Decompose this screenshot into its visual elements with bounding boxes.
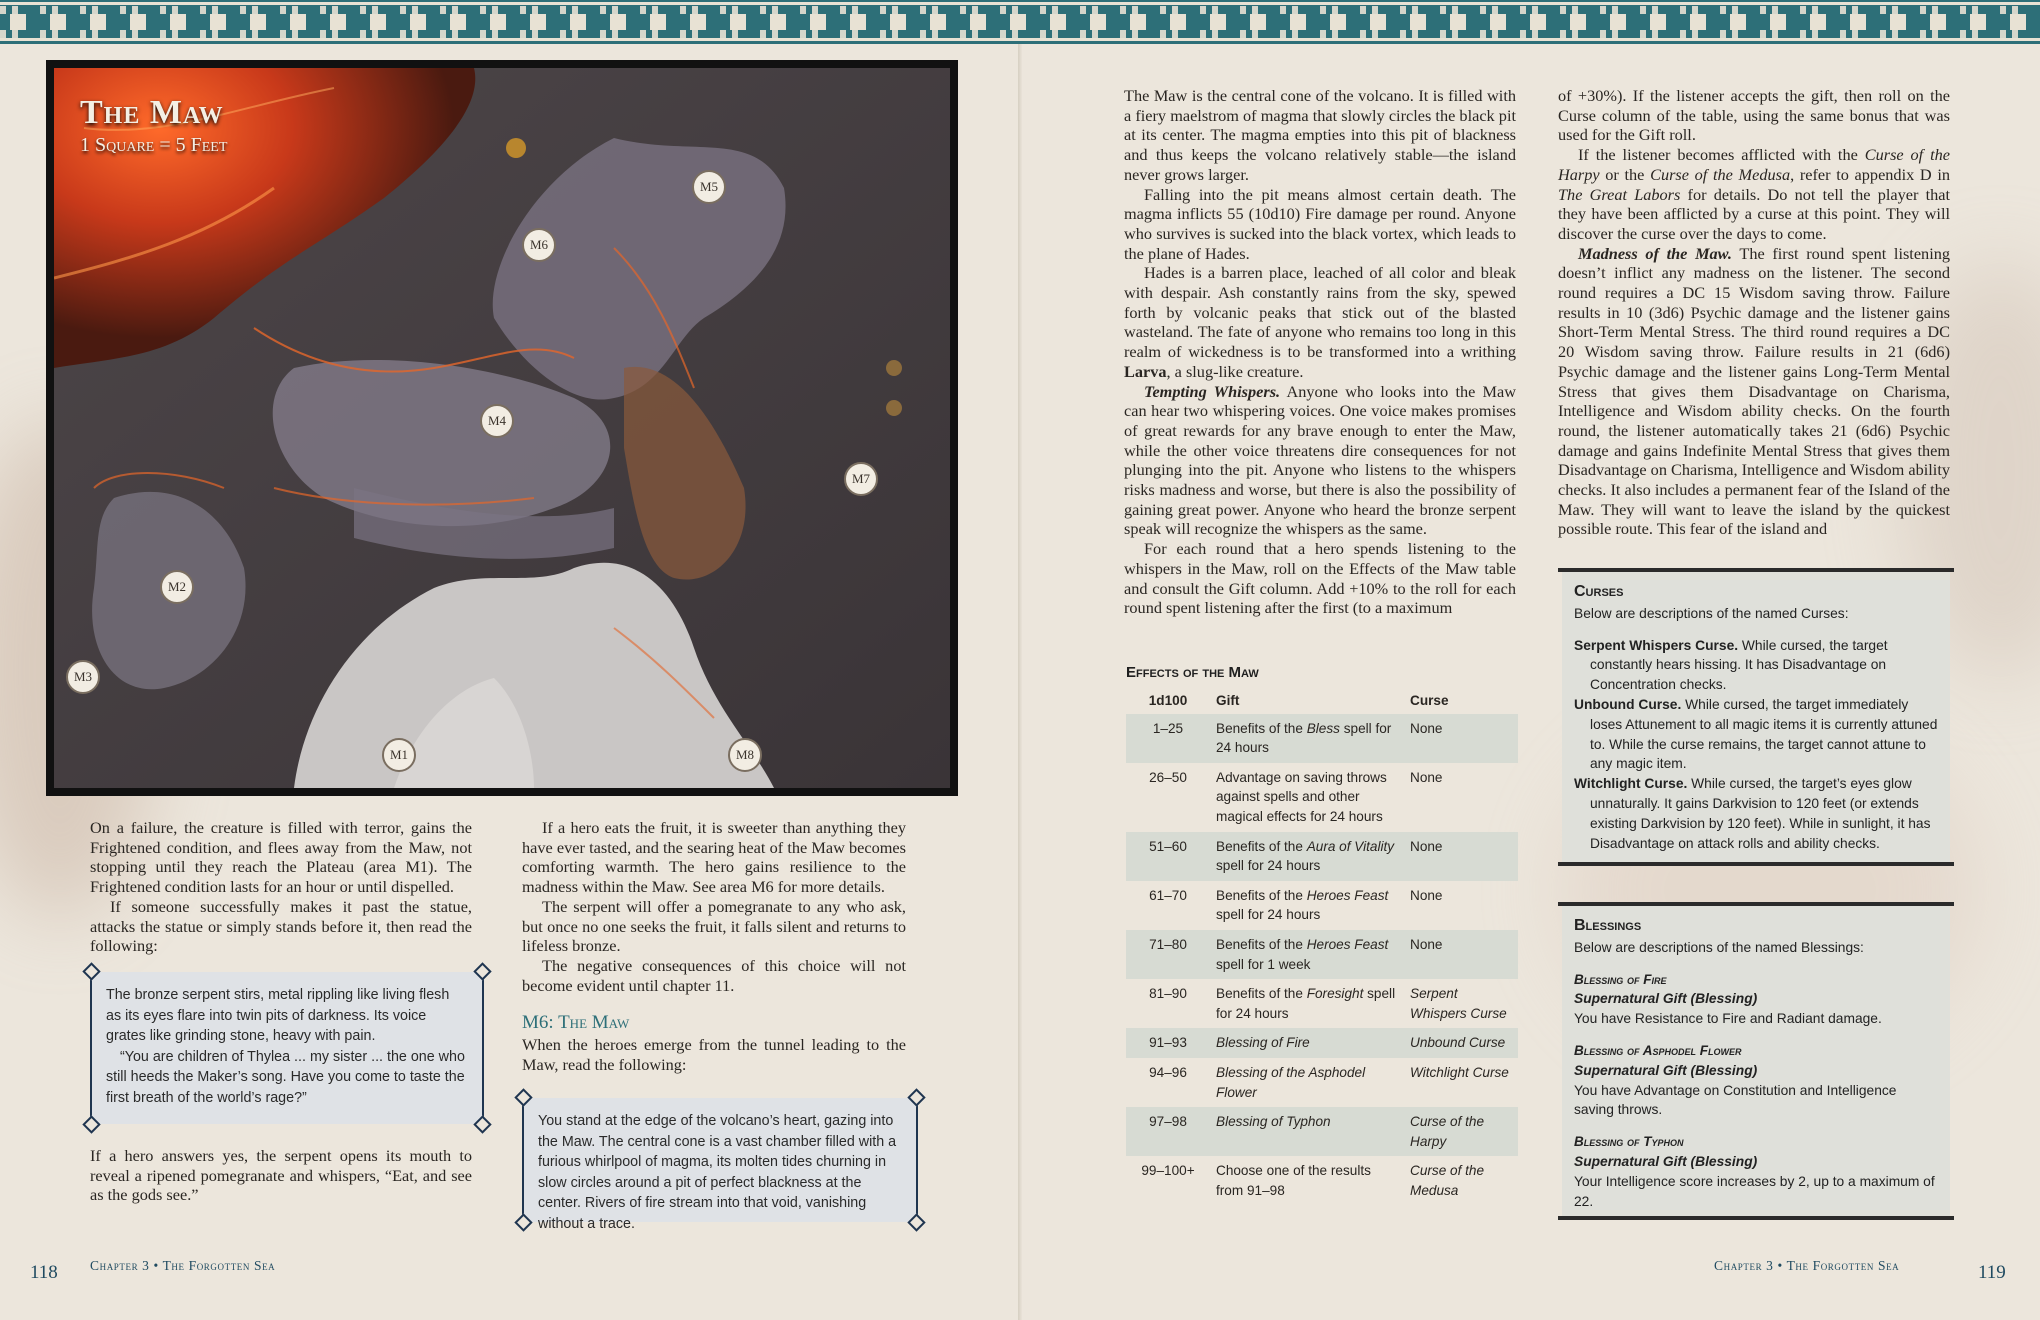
curse-cell [1404, 1058, 1518, 1107]
text-run: for details. Do not tell the player that they have been afflicted by a curse at this point. They will discover the curse over the days to come. [1558, 184, 1950, 243]
roll-cell [1126, 979, 1210, 1028]
cell-text: 26–50 [1149, 769, 1187, 785]
cell-text: 71–80 [1149, 936, 1187, 952]
cell-text: Blessing of Fire [1216, 1035, 1310, 1051]
map-marker-m7: M7 [844, 462, 878, 496]
cell-text: None [1410, 769, 1443, 785]
cell-text: spell for 24 hours [1216, 858, 1321, 874]
blessings-sidebar [1562, 906, 1950, 1216]
cell-text: 99–100+ [1141, 1163, 1195, 1179]
curse-text: While cursed, the target immediately loses Attunement to all magic items it is currently attuned to. While the curse remains, the target cannot attune to any magic item. [1590, 696, 1938, 772]
cell-text: Benefits of the [1216, 986, 1307, 1002]
map-marker-m3: M3 [66, 660, 100, 694]
table-row [1126, 763, 1518, 832]
map-marker-m4: M4 [480, 404, 514, 438]
read-aloud-serpent [90, 972, 484, 1124]
cell-text: 1–25 [1152, 720, 1184, 736]
gift-cell [1210, 1028, 1404, 1058]
table-row [1126, 881, 1518, 930]
gift-cell [1210, 979, 1404, 1028]
table-row [1126, 979, 1518, 1028]
gift-cell [1210, 1156, 1404, 1205]
running-footer-left: Chapter 3 • The Forgotten Sea [90, 1258, 276, 1273]
curse-cell [1404, 1156, 1518, 1205]
map-marker-m8: M8 [728, 738, 762, 772]
table-row [1126, 1107, 1518, 1156]
curse-cell [1404, 1028, 1518, 1058]
section-heading-m6: M6: The Maw [522, 1012, 630, 1034]
gift-cell [1210, 930, 1404, 979]
paragraph: The serpent will offer a pomegranate to any who ask, but once no one seeks the fruit, it falls silent and returns to lifeless bronze. [522, 896, 906, 956]
cell-text: Curse of the Harpy [1410, 1114, 1485, 1149]
curses-sidebar [1562, 572, 1950, 862]
table-row [1126, 1058, 1518, 1107]
text-run: or the [1599, 164, 1651, 184]
paragraph: For each round that a hero spends listening to the whispers in the Maw, roll on the Effects of the Maw table and consult the Gift column. Add +10% to the roll for each round spent listening after the first (to a maximum [1124, 539, 1516, 618]
table-header-row [1126, 688, 1518, 714]
cell-text: 51–60 [1149, 838, 1187, 854]
left-column-a-after [90, 1146, 472, 1205]
map-marker-m2: M2 [160, 570, 194, 604]
map-marker-m1: M1 [382, 738, 416, 772]
curse-text: While cursed, the target constantly hears hissing. It has Disadvantage on Concentration checks. [1590, 637, 1888, 693]
roll-cell [1126, 1028, 1210, 1058]
effects-table [1126, 688, 1518, 1205]
text-run: , refer to appendix D in [1790, 164, 1950, 184]
map-marker-m6: M6 [522, 228, 556, 262]
paragraph: On a failure, the creature is filled with terror, gains the Frightened condition, and flees away from the Maw, not stopping until they reach the Plateau (area M1). The Frightened condition lasts for an hour or until dispelled. [90, 818, 472, 897]
map-scale: 1 Square = 5 Feet [80, 134, 228, 156]
text-run: Curse of the Medusa [1650, 164, 1791, 184]
gift-cell [1210, 881, 1404, 930]
cell-text: Unbound Curse [1410, 1035, 1506, 1051]
cell-text: Choose one of the results from 91–98 [1216, 1163, 1371, 1198]
table-row [1126, 1028, 1518, 1058]
right-column-a [1124, 86, 1516, 618]
curse-cell [1404, 763, 1518, 832]
paragraph [1558, 145, 1950, 244]
text-run: Curse of the Harpy [1558, 145, 1950, 184]
blessing-type: Supernatural Gift (Blessing) [1574, 1153, 1758, 1169]
lead-in: Tempting Whispers. [1144, 381, 1281, 401]
paragraph: When the heroes emerge from the tunnel leading to the Maw, read the following: [522, 1035, 906, 1074]
page-number-right: 119 [1978, 1262, 2006, 1283]
sidebar-title: Curses [1574, 583, 1624, 600]
sidebar-intro: Below are descriptions of the named Blessings: [1574, 939, 1864, 955]
cell-text: Serpent Whispers Curse [1410, 986, 1507, 1021]
curse-name: Serpent Whispers Curse. [1574, 637, 1739, 653]
map-marker-m5: M5 [692, 170, 726, 204]
text-run: Anyone who looks into the Maw can hear two whispering voices. One voice makes promises of great rewards for any brave enough to enter the Maw, while the other voice threatens dire consequences for not plunging into the pit. Anyone who listens to the whispers risks madness and worse, but there is also the possibility of gaining great power. Anyone who heard the bronze serpent speak will recognize the whispers as the same. [1124, 381, 1517, 539]
cell-text: spell for 24 hours [1216, 986, 1396, 1021]
gift-cell [1210, 763, 1404, 832]
table-row [1126, 1156, 1518, 1205]
paragraph: Falling into the pit means almost certain death. The magma inflicts 55 (10d10) Fire damage per round. Anyone who survives is sucked into the black vortex, which leads to the plane of Hades. [1124, 184, 1516, 263]
blessing-name: Blessing of Fire [1574, 971, 1667, 987]
column-header: 1d100 [1148, 693, 1188, 708]
book-spine [1018, 44, 1022, 1320]
cell-text: 81–90 [1149, 986, 1187, 1002]
column-header: Gift [1216, 693, 1240, 708]
text-run: The Great Labors [1558, 184, 1681, 204]
greek-key-border [0, 0, 2040, 44]
gift-cell [1210, 1107, 1404, 1156]
curse-cell [1404, 979, 1518, 1028]
map-title: The Maw [80, 94, 224, 131]
cell-text: Benefits of the [1216, 936, 1307, 952]
curse-name: Unbound Curse. [1574, 696, 1682, 712]
text-run: Hades is a barren place, leached of all color and bleak with despair. Ash constantly rains from the sky, spewed forth by volcanic peaks that stick out of the blasted wasteland. The fate of anyone who remains too long in this realm of wickedness is to be transformed into a writhing [1124, 263, 1516, 362]
table-row [1126, 832, 1518, 881]
creature-link-larva: Larva [1124, 361, 1167, 381]
blessing-type: Supernatural Gift (Blessing) [1574, 1062, 1758, 1078]
cell-text: Heroes Feast [1306, 887, 1389, 903]
paragraph: The negative consequences of this choice will not become evident until chapter 11. [522, 955, 906, 995]
cell-text: Blessing of the Asphodel Flower [1216, 1064, 1366, 1100]
cell-text: 97–98 [1149, 1114, 1187, 1130]
cell-text: spell for 24 hours [1216, 720, 1392, 756]
cell-text: Advantage on saving throws against spells and other magical effects for 24 hours [1216, 769, 1387, 824]
cell-text: Curse of the Medusa [1410, 1163, 1485, 1198]
blessing-text: Your Intelligence score increases by 2, up to a maximum of 22. [1574, 1173, 1935, 1209]
gift-cell [1210, 832, 1404, 881]
blessing-name: Blessing of Asphodel Flower [1574, 1042, 1742, 1058]
running-footer-right: Chapter 3 • The Forgotten Sea [1714, 1258, 1900, 1273]
text-run: If the listener becomes afflicted with the [1578, 145, 1865, 165]
roll-cell [1126, 1107, 1210, 1156]
paragraph: of +30%). If the listener accepts the gift, then roll on the Curse column of the table, using the same bonus that was used for the Gift roll. [1558, 86, 1950, 145]
cell-text: None [1410, 720, 1443, 736]
left-column-b [522, 818, 906, 1074]
cell-text: 94–96 [1149, 1064, 1187, 1080]
curse-cell [1404, 714, 1518, 763]
table-row [1126, 930, 1518, 979]
cell-text: Witchlight Curse [1410, 1064, 1509, 1080]
paragraph: If a hero eats the fruit, it is sweeter than anything they have ever tasted, and the searing heat of the Maw becomes comforting warmth. The hero gains resilience to the madness within the Maw. See area M6 for more details. [522, 818, 906, 897]
cell-text: None [1410, 838, 1443, 854]
cell-text: Heroes Feast [1306, 936, 1389, 952]
read-aloud-maw [522, 1098, 918, 1232]
cell-text: 91–93 [1149, 1035, 1187, 1051]
cell-text: Bless [1306, 720, 1340, 736]
cell-text: spell for 24 hours [1216, 907, 1321, 923]
paragraph [1558, 244, 1950, 540]
curse-entry [1574, 774, 1938, 853]
curse-text: While cursed, the target’s eyes glow unnaturally. It gains Darkvision to 120 feet (or extends existing Darkvision by 120 feet). While in sunlight, it has Disadvantage on attack rolls and ability checks. [1590, 776, 1931, 851]
blessing-type: Supernatural Gift (Blessing) [1574, 991, 1758, 1007]
read-aloud-text: The bronze serpent stirs, metal rippling like living flesh as its eyes flare into twin pits of darkness. Its voice grates like grinding stone, heavy with pain. [106, 987, 450, 1044]
read-aloud-text: You stand at the edge of the volcano’s heart, gazing into the Maw. The central cone is a vast chamber filled with a furious whirlpool of magma, its molten tides churning in slow circles around a pit of perfect blackness at the center. Rivers of fire stream into that void, vanishing without a trace. [538, 1113, 897, 1232]
gift-cell [1210, 714, 1404, 763]
curse-cell [1404, 930, 1518, 979]
sidebar-title: Blessings [1574, 917, 1642, 934]
cell-text: spell for 1 week [1216, 956, 1311, 972]
paragraph [1124, 382, 1516, 540]
cell-text: None [1410, 887, 1443, 903]
paragraph [1124, 263, 1516, 381]
curse-entry [1574, 636, 1938, 695]
right-column-b [1558, 86, 1950, 539]
roll-cell [1126, 832, 1210, 881]
page-number-left: 118 [30, 1262, 58, 1283]
text-run: , a slug-like creature. [1166, 361, 1304, 381]
lead-in: Madness of the Maw. [1578, 243, 1733, 263]
text-run: The first round spent listening doesn’t inflict any madness on the listener. The second round requires a DC 15 Wisdom saving throw. Failure results in 10 (3d6) Psychic damage and the listener gains Short-Term Mental Stress. The third round requires a DC 20 Wisdom saving throw. Failure results in 21 (6d6) Psychic damage and the listener gains Long-Term Mental Stress that gives them Disadvantage on Charisma, Intelligence and Wisdom ability checks. On the fourth round, the listener automatically takes 21 (6d6) Psychic damage and gains Indefinite Mental Stress that gives them Disadvantage on Charisma, Intelligence and Wisdom ability checks. It also includes a permanent fear of the Island of the Maw. They will want to leave the island by the quickest possible route. This fear of the island and [1558, 243, 1951, 539]
left-column-a [90, 818, 472, 956]
cell-text: 61–70 [1149, 887, 1187, 903]
cell-text: Foresight [1306, 986, 1364, 1002]
gift-cell [1210, 1058, 1404, 1107]
blessing-text: You have Advantage on Constitution and Intelligence saving throws. [1574, 1082, 1897, 1118]
sidebar-intro: Below are descriptions of the named Curses: [1574, 605, 1849, 621]
curse-name: Witchlight Curse. [1574, 776, 1688, 792]
read-aloud-text: “You are children of Thylea ... my sister ... the one who still heeds the Maker’s song. Have you come to taste the first breath of the world’s rage?” [106, 1048, 465, 1106]
blessing-name: Blessing of Typhon [1574, 1134, 1684, 1150]
curse-cell [1404, 881, 1518, 930]
paragraph: If a hero answers yes, the serpent opens its mouth to reveal a ripened pomegranate and whispers, “Eat, and see as the gods see.” [90, 1146, 472, 1205]
curse-cell [1404, 1107, 1518, 1156]
roll-cell [1126, 763, 1210, 832]
cell-text: Benefits of the [1216, 720, 1307, 736]
cell-text: Blessing of Typhon [1216, 1114, 1331, 1130]
roll-cell [1126, 1156, 1210, 1205]
table-row [1126, 714, 1518, 763]
paragraph: If someone successfully makes it past the statue, attacks the statue or simply stands before it, then read the following: [90, 896, 472, 956]
roll-cell [1126, 881, 1210, 930]
roll-cell [1126, 1058, 1210, 1107]
table-title: Effects of the Maw [1126, 664, 1259, 681]
curse-cell [1404, 832, 1518, 881]
blessing-text: You have Resistance to Fire and Radiant damage. [1574, 1011, 1882, 1027]
curse-entry [1574, 695, 1938, 774]
roll-cell [1126, 714, 1210, 763]
cell-text: Benefits of the [1216, 838, 1307, 854]
paragraph: The Maw is the central cone of the volcano. It is filled with a fiery maelstrom of magma that slowly circles the black pit at its center. The magma empties into this pit of blackness and thus keeps the volcano relatively stable—the island never grows larger. [1124, 86, 1516, 184]
roll-cell [1126, 930, 1210, 979]
cell-text: None [1410, 936, 1443, 952]
column-header: Curse [1410, 693, 1449, 708]
cell-text: Benefits of the [1216, 887, 1307, 903]
cell-text: Aura of Vitality [1306, 838, 1395, 854]
